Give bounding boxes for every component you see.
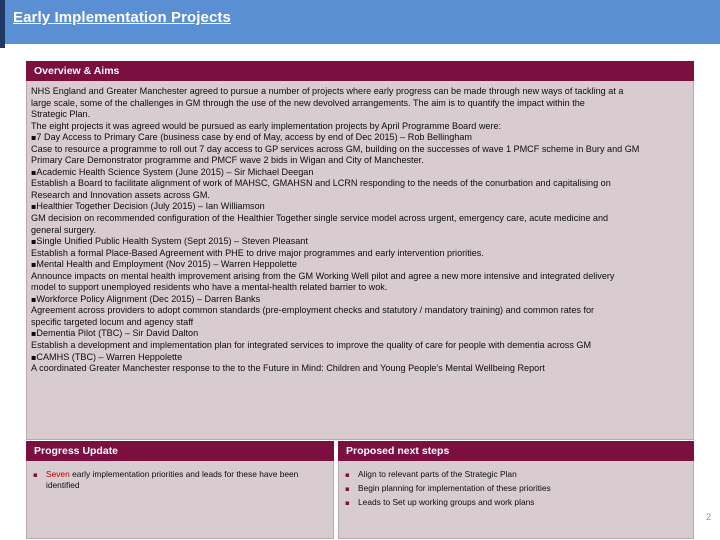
square-bullet-icon: ▪ [345,471,350,479]
progress-panel-header: Progress Update [26,441,334,461]
overview-line-text: CAMHS (TBC) – Warren Heppolette [36,351,183,362]
overview-text-line: Establish a Board to facilitate alignment of work of MAHSC, GMAHSN and LCRN responding to the needs of the conurbation and capitalising on [31,178,611,189]
overview-text-line: Strategic Plan. [31,109,91,120]
list-item [345,469,687,481]
next-steps-panel-body [338,461,694,539]
overview-text-line: The eight projects it was agreed would be pursued as early implementation projects by April Programme Board were: [31,120,502,131]
square-bullet-icon: ▪ [31,133,37,143]
overview-text-line: Announce impacts on mental health improvement arising from the GM Working Well pilot and agree a new more intensive and integrated delivery [31,270,615,281]
overview-text-line: GM decision on recommended configuration of the Healthier Together single service model across urgent, emergency care, acute medicine and [31,213,609,224]
overview-text-line [31,236,688,248]
list-item [33,469,327,491]
overview-text-line: NHS England and Greater Manchester agreed to pursue a number of projects where early progress can be made through new ways of tackling at a [31,86,624,96]
list-item-text: Leads to Set up working groups and work plans [358,497,535,507]
overview-text-line [31,294,688,306]
square-bullet-icon: ▪ [31,260,37,270]
list-item [345,483,687,495]
next-steps-panel-header: Proposed next steps [338,441,694,461]
overview-line-text: Healthier Together Decision (July 2015) – Ian Williamson [36,201,265,212]
square-bullet-icon: ▪ [33,471,38,479]
square-bullet-icon: ▪ [31,202,37,212]
progress-update-panel [26,441,334,539]
overview-text-line: specific targeted locum and agency staff [31,316,194,327]
square-bullet-icon: ▪ [31,237,37,247]
overview-line-text: Dementia Pilot (TBC) – Sir David Dalton [36,328,199,339]
overview-text-line: Establish a development and implementation plan for integrated services to improve the quality of care for people with dementia across GM [31,340,592,351]
overview-text-line [31,259,688,271]
overview-text-line: general surgery. [31,224,97,235]
square-bullet-icon: ▪ [345,499,350,507]
overview-text-line [31,132,688,144]
overview-text-line: Primary Care Demonstrator programme and PMCF wave 2 bids in Wigan and City of Manchester. [31,155,424,166]
overview-and-aims-panel [26,61,694,440]
slide-number: 2 [705,512,711,522]
overview-line-text: 7 Day Access to Primary Care (business case by end of May, access by end of Dec 2015) – Rob Bellingham [36,132,472,143]
list-item-text: Align to relevant parts of the Strategic Plan [358,469,517,479]
overview-text-line: Agreement across providers to adopt common standards (pre-employment checks and statutory / mandatory training) and common rates for [31,305,595,316]
progress-panel-body [26,461,334,539]
list-item-text: Begin planning for implementation of these priorities [358,483,551,493]
overview-text-line [31,167,688,179]
overview-line-text: Mental Health and Employment (Nov 2015) – Warren Heppolette [36,259,297,270]
overview-text-line [31,328,688,340]
overview-panel-header: Overview & Aims [26,61,694,81]
highlighted-count: Seven [46,469,70,479]
page-title: Early Implementation Projects [13,9,231,26]
square-bullet-icon: ▪ [31,167,37,177]
proposed-next-steps-panel [338,441,694,539]
overview-line-text: Workforce Policy Alignment (Dec 2015) – Darren Banks [36,293,261,304]
list-item [345,497,687,509]
overview-text-line [31,201,688,213]
overview-text-line [31,352,688,364]
overview-text-line: A coordinated Greater Manchester response to the to the Future in Mind: Children and Young People’s Mental Wellbeing Report [31,363,545,374]
square-bullet-icon: ▪ [31,352,37,362]
list-item-text: Seven early implementation priorities and leads for these have been identified [46,469,299,490]
overview-text-line: model to support unemployed residents who have a mental-health related barrier to wok. [31,282,388,293]
square-bullet-icon: ▪ [31,329,37,339]
square-bullet-icon: ▪ [345,485,350,493]
overview-line-text: Single Unified Public Health System (Sept 2015) – Steven Pleasant [36,236,308,247]
overview-line-text: Academic Health Science System (June 2015) – Sir Michael Deegan [36,166,314,177]
overview-text-line: Establish a formal Place-Based Agreement with PHE to drive major programmes and early intervention priorities. [31,247,484,258]
title-banner [5,0,720,44]
overview-text-line: Case to resource a programme to roll out 7 day access to GP services across GM, building on the successes of wave 1 PMCF scheme in Bury and GM [31,143,640,154]
overview-text-line: Research and Innovation assets across GM. [31,189,210,200]
square-bullet-icon: ▪ [31,294,37,304]
overview-panel-body [26,81,694,440]
overview-text-line: large scale, some of the challenges in GM through the use of the new devolved arrangements. The aim is to quantify the impact within the [31,97,585,108]
